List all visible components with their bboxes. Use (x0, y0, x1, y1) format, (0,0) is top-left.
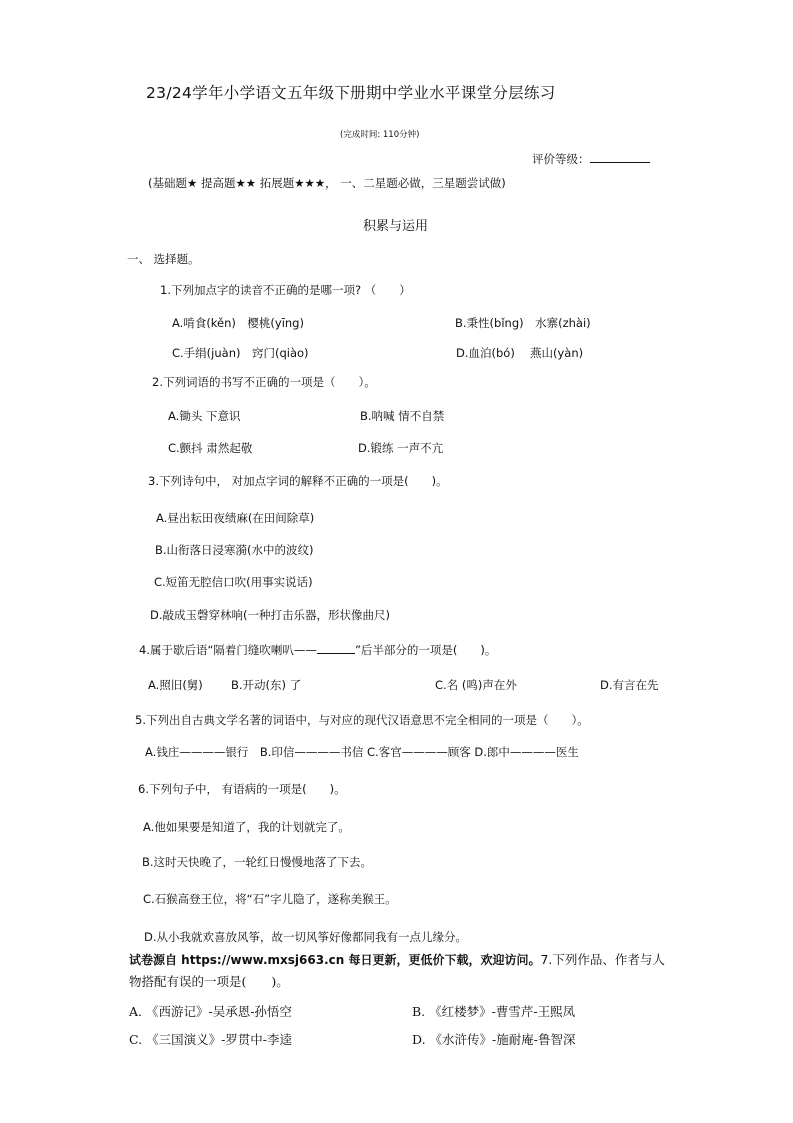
q6-stem: 6.下列句子中， 有语病的一项是( )。 (138, 782, 346, 796)
section-title: 积累与运用 (363, 219, 429, 234)
q7-option-a: A. 《西游记》-吴承恩-孙悟空 (129, 1004, 292, 1019)
q3-option-b: B.山衔落日浸寒漪(水中的波纹) (155, 543, 314, 557)
q6-option-b: B.这时天快晚了，一轮红日慢慢地落了下去。 (142, 855, 373, 869)
q7-option-c: C. 《三国演义》-罗贯中-李逵 (129, 1032, 293, 1047)
q2-stem: 2.下列词语的书写不正确的一项是（ ）。 (152, 375, 376, 389)
grade-blank (590, 151, 650, 163)
q3-option-d: D.敲成玉磬穿林响(一种打击乐器，形状像曲尺) (150, 608, 390, 622)
q2-option-c: C.颤抖 肃然起敬 (168, 441, 253, 455)
q4-blank (317, 642, 355, 654)
q4-option-c: C.名 (鸣)声在外 (435, 678, 517, 692)
q2-option-d: D.锻练 一声不亢 (358, 441, 444, 455)
q7-option-d: D. 《水浒传》-施耐庵-鲁智深 (412, 1032, 576, 1047)
q2-option-a: A.锄头 下意识 (168, 409, 241, 423)
q4-stem (139, 642, 496, 658)
q7-line1 (129, 952, 665, 968)
q4-stem-before: 4.属于歇后语“隔着门缝吹喇叭—— (139, 643, 317, 657)
source-note: 试卷源自 https://www.mxsj663.cn 每日更新，更低价下载，欢迎访问。 (129, 953, 541, 967)
q4-stem-after: ”后半部分的一项是( )。 (354, 643, 497, 657)
q1-option-b: B.秉性(bǐng) 水寨(zhài) (455, 316, 591, 330)
levels-note: (基础题★ 提高题★★ 拓展题★★★， 一、二星题必做，三星题尝试做) (148, 176, 506, 190)
q4-option-b: B.开动(东) 了 (231, 678, 302, 692)
q4-option-d: D.有言在先 (600, 678, 659, 692)
grade-label: 评价等级： (532, 152, 590, 166)
q6-option-a: A.他如果要是知道了，我的计划就完了。 (143, 820, 350, 834)
q6-option-d: D.从小我就欢喜放风筝，故一切风筝好像都同我有一点儿缘分。 (144, 930, 468, 944)
q5-options: A.钱庄————银行 B.印信————书信 C.客官————顾客 D.郎中————医生 (145, 745, 579, 759)
q1-stem: 1.下列加点字的读音不正确的是哪一项? （ ） (160, 283, 411, 297)
time-note: (完成时间: 110分钟) (340, 130, 420, 140)
q5-stem: 5.下列出自古典文学名著的词语中，与对应的现代汉语意思不完全相同的一项是（ ）。 (135, 713, 589, 727)
q7-stem-line2: 物搭配有误的一项是( )。 (129, 974, 289, 989)
q2-option-b: B.呐喊 情不自禁 (360, 409, 445, 423)
q3-option-a: A.昼出耘田夜绩麻(在田间除草) (156, 511, 315, 525)
part-heading: 一、 选择题。 (127, 252, 200, 266)
q7-option-b: B. 《红楼梦》-曹雪芹-王熙凤 (412, 1004, 576, 1019)
q3-option-c: C.短笛无腔信口吹(用事实说话) (154, 575, 313, 589)
q1-option-c: C.手绢(juàn) 窍门(qiào) (172, 346, 309, 360)
page-title: 23/24学年小学语文五年级下册期中学业水平课堂分层练习 (146, 84, 556, 102)
q4-option-a: A.照旧(舅) (148, 678, 203, 692)
q1-option-a: A.啃食(kěn) 樱桃(yīng) (172, 316, 304, 330)
grade-line (532, 151, 650, 167)
q3-stem: 3.下列诗句中， 对加点字词的解释不正确的一项是( )。 (148, 474, 448, 488)
q6-option-c: C.石猴高登王位，将“石”字儿隐了，遂称美猴王。 (143, 892, 397, 906)
q1-option-d: D.血泊(bó) 燕山(yàn) (456, 346, 584, 360)
q7-stem-line1: 7.下列作品、作者与人 (540, 952, 665, 967)
